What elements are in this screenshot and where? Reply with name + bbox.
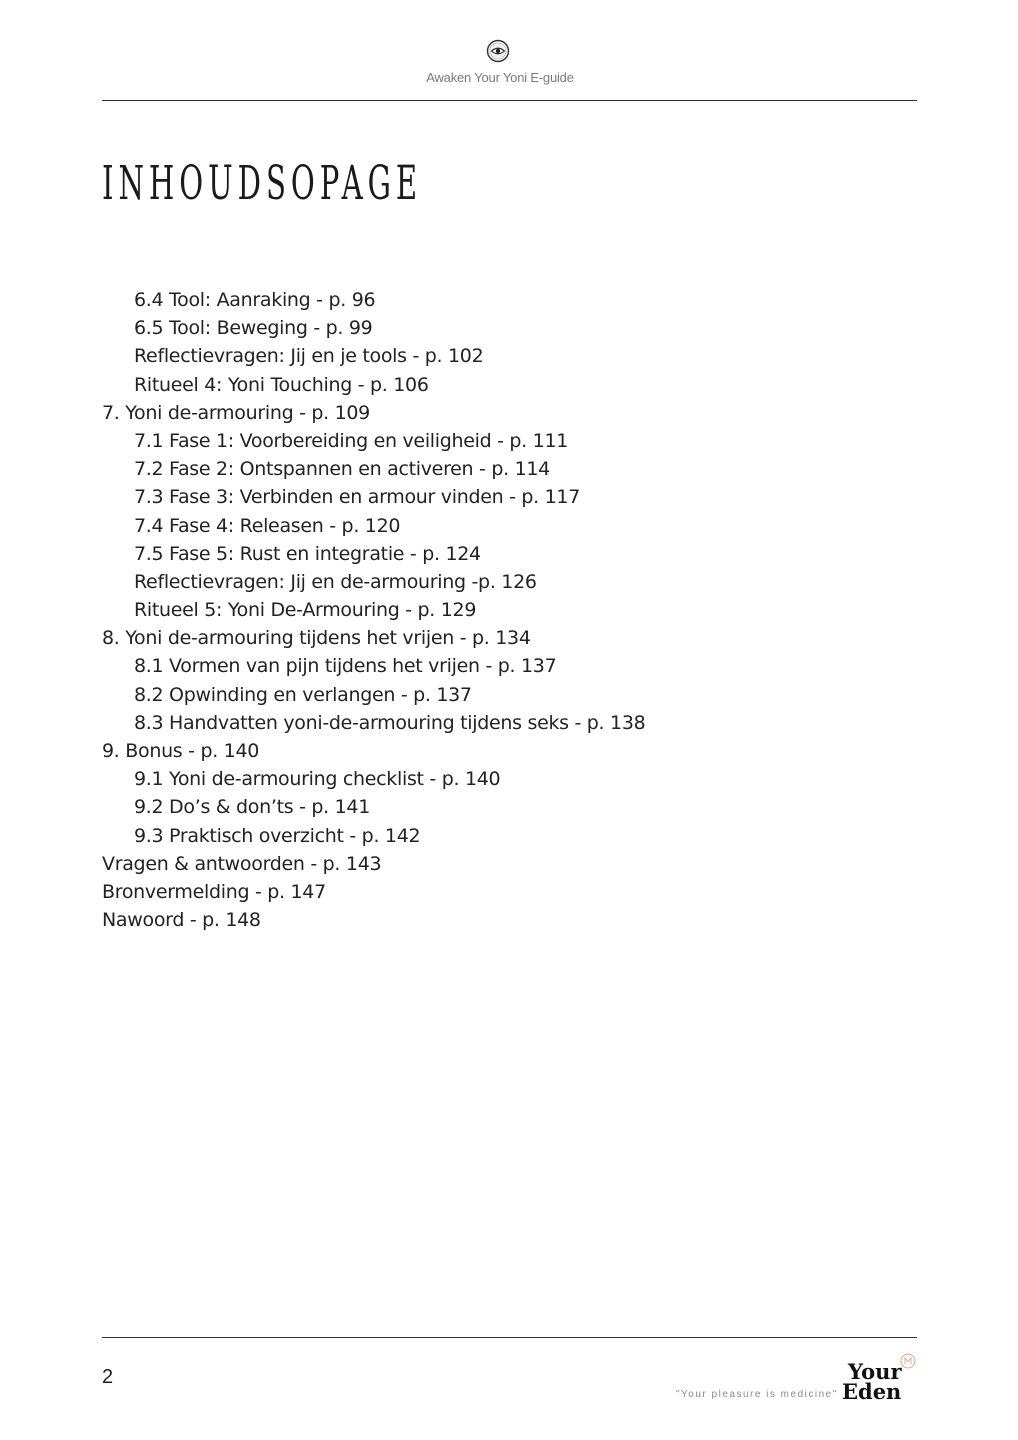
toc-entry: 6.5 Tool: Beweging - p. 99: [134, 317, 373, 340]
document-header-title: Awaken Your Yoni E-guide: [426, 70, 574, 85]
toc-entry: 9. Bonus - p. 140: [102, 740, 260, 762]
toc-entry: 8. Yoni de-armouring tijdens het vrijen - p. 134: [102, 627, 531, 650]
footer-tagline: "Your pleasure is medicine": [676, 1389, 838, 1400]
toc-entry: Ritueel 4: Yoni Touching - p. 106: [134, 373, 429, 396]
table-of-contents: [102, 286, 645, 934]
toc-entry: 9.3 Praktisch overzicht - p. 142: [134, 824, 421, 847]
brand-logo: [841, 1358, 917, 1404]
page-title: INHOUDSOPAGE: [102, 156, 423, 211]
toc-entry: Bronvermelding - p. 147: [102, 880, 326, 903]
brand-line-1: Your: [848, 1359, 902, 1384]
toc-entry: 8.3 Handvatten yoni-de-armouring tijdens seks - p. 138: [134, 711, 646, 734]
header-divider: [102, 100, 917, 101]
toc-entry: Reflectievragen: Jij en de-armouring -p. 126: [134, 570, 537, 593]
page-number: 2: [102, 1366, 114, 1388]
toc-entry: 7.4 Fase 4: Releasen - p. 120: [134, 514, 401, 537]
toc-entry: 8.1 Vormen van pijn tijdens het vrijen - p. 137: [134, 655, 557, 678]
eye-icon: [486, 39, 510, 63]
toc-entry: Vragen & antwoorden - p. 143: [102, 852, 382, 875]
toc-entry: 7.3 Fase 3: Verbinden en armour vinden - p. 117: [134, 486, 580, 509]
logo-mark-icon: [900, 1353, 916, 1369]
toc-entry: Ritueel 5: Yoni De-Armouring - p. 129: [134, 599, 477, 622]
toc-entry: Nawoord - p. 148: [102, 909, 261, 932]
toc-entry: 7.5 Fase 5: Rust en integratie - p. 124: [134, 542, 481, 565]
toc-entry: 7.2 Fase 2: Ontspannen en activeren - p. 114: [134, 458, 550, 481]
toc-entry: 7.1 Fase 1: Voorbereiding en veiligheid - p. 111: [134, 429, 569, 452]
toc-entry: 9.1 Yoni de-armouring checklist - p. 140: [134, 768, 501, 791]
toc-entry: 8.2 Opwinding en verlangen - p. 137: [134, 683, 472, 706]
toc-entry: 6.4 Tool: Aanraking - p. 96: [134, 289, 376, 311]
footer-divider: [102, 1337, 917, 1338]
toc-entry: 9.2 Do’s & don’ts - p. 141: [134, 796, 370, 819]
brand-line-2: Eden: [842, 1379, 902, 1404]
toc-entry: 7. Yoni de-armouring - p. 109: [102, 401, 370, 424]
toc-entry: Reflectievragen: Jij en je tools - p. 102: [134, 345, 484, 368]
